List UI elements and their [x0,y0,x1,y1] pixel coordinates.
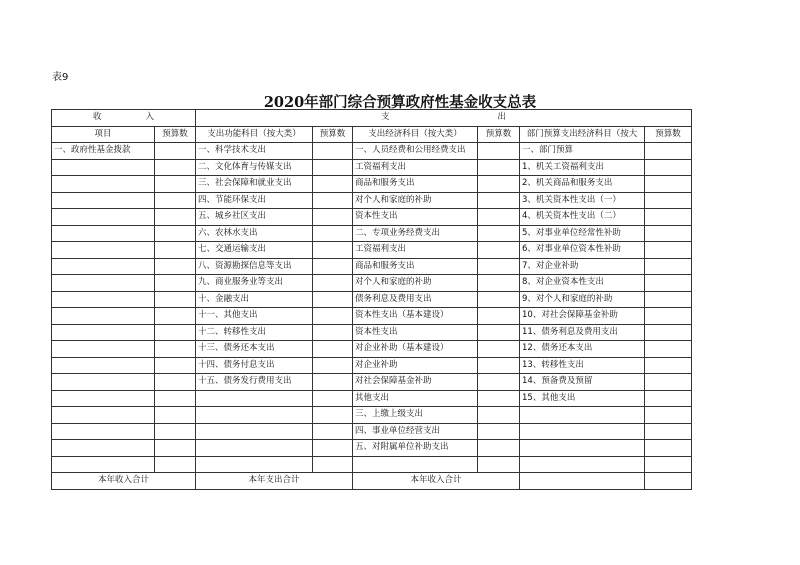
budget-cell-2 [313,143,353,160]
func-cell [196,440,313,457]
table-row [52,176,692,193]
item-cell: 一、政府性基金拨款 [52,143,155,160]
dept-cell: 6、对事业单位资本性补助 [520,242,645,259]
item-cell [52,341,155,358]
budget-cell-1 [155,440,196,457]
econ-cell: 资本性支出 [353,209,478,226]
budget-cell-1 [155,242,196,259]
budget-cell-2 [313,407,353,424]
budget-cell-4 [645,143,692,160]
func-cell: 十五、债务发行费用支出 [196,374,313,391]
col-header-budget-3: 预算数 [478,126,520,143]
item-cell [52,275,155,292]
budget-cell-3 [478,225,520,242]
econ-cell: 对个人和家庭的补助 [353,275,478,292]
dept-cell: 1、机关工资福利支出 [520,159,645,176]
dept-cell [520,440,645,457]
item-cell [52,374,155,391]
budget-cell-3 [478,357,520,374]
func-cell [196,423,313,440]
dept-cell: 2、机关商品和服务支出 [520,176,645,193]
budget-cell-2 [313,341,353,358]
budget-cell-1 [155,159,196,176]
table-row [52,456,692,473]
budget-cell-2 [313,456,353,473]
dept-cell: 11、债务利息及费用支出 [520,324,645,341]
econ-cell: 四、事业单位经营支出 [353,423,478,440]
table-row [52,407,692,424]
func-cell: 十三、债务还本支出 [196,341,313,358]
budget-cell-2 [313,374,353,391]
func-cell: 九、商业服务业等支出 [196,275,313,292]
econ-cell: 一、人员经费和公用经费支出 [353,143,478,160]
budget-cell-2 [313,275,353,292]
item-cell [52,456,155,473]
budget-cell-3 [478,159,520,176]
budget-cell-2 [313,440,353,457]
dept-cell [520,423,645,440]
econ-cell: 债务利息及费用支出 [353,291,478,308]
budget-cell-3 [478,407,520,424]
budget-cell-3 [478,341,520,358]
econ-cell: 资本性支出 [353,324,478,341]
income-total-label: 本年收入合计 [52,473,196,490]
budget-cell-1 [155,291,196,308]
budget-cell-2 [313,209,353,226]
budget-cell-3 [478,374,520,391]
func-cell: 七、交通运输支出 [196,242,313,259]
dept-cell: 7、对企业补助 [520,258,645,275]
func-cell: 六、农林水支出 [196,225,313,242]
dept-cell: 5、对事业单位经常性补助 [520,225,645,242]
econ-cell: 对社会保障基金补助 [353,374,478,391]
dept-cell: 12、债务还本支出 [520,341,645,358]
item-cell [52,407,155,424]
totals-row [52,473,692,490]
table-row [52,192,692,209]
total-budget-cell [645,473,692,490]
col-header-budget-4: 预算数 [645,126,692,143]
budget-summary-table [51,109,692,490]
econ-cell: 对企业补助 [353,357,478,374]
budget-cell-2 [313,291,353,308]
budget-cell-3 [478,423,520,440]
table-row [52,308,692,325]
item-cell [52,192,155,209]
budget-cell-1 [155,390,196,407]
table-row [52,291,692,308]
budget-cell-2 [313,159,353,176]
budget-cell-2 [313,242,353,259]
budget-cell-1 [155,324,196,341]
table-row [52,390,692,407]
dept-cell: 8、对企业资本性支出 [520,275,645,292]
item-cell [52,242,155,259]
budget-cell-2 [313,192,353,209]
budget-cell-4 [645,440,692,457]
budget-cell-4 [645,390,692,407]
budget-cell-4 [645,357,692,374]
col-header-econ: 支出经济科目（按大类） [353,126,478,143]
item-cell [52,291,155,308]
budget-cell-2 [313,225,353,242]
func-cell: 一、科学技术支出 [196,143,313,160]
budget-cell-1 [155,407,196,424]
budget-cell-1 [155,275,196,292]
budget-cell-3 [478,258,520,275]
table-row [52,341,692,358]
func-cell [196,407,313,424]
func-cell: 十二、转移性支出 [196,324,313,341]
total-dept-cell [520,473,645,490]
budget-cell-2 [313,324,353,341]
econ-cell: 二、专项业务经费支出 [353,225,478,242]
budget-cell-4 [645,176,692,193]
budget-cell-1 [155,225,196,242]
dept-cell: 10、对社会保障基金补助 [520,308,645,325]
page-title: 2020年部门综合预算政府性基金收支总表 [263,94,537,111]
col-header-budget-2: 预算数 [313,126,353,143]
item-cell [52,225,155,242]
budget-cell-2 [313,423,353,440]
item-cell [52,357,155,374]
expense-total-label: 本年支出合计 [196,473,353,490]
budget-cell-3 [478,176,520,193]
item-cell [52,209,155,226]
dept-cell: 4、机关资本性支出（二） [520,209,645,226]
item-cell [52,176,155,193]
budget-cell-2 [313,308,353,325]
item-cell [52,423,155,440]
func-cell: 十一、其他支出 [196,308,313,325]
table-row [52,159,692,176]
budget-cell-3 [478,308,520,325]
func-cell: 三、社会保障和就业支出 [196,176,313,193]
func-cell [196,456,313,473]
budget-cell-3 [478,324,520,341]
budget-cell-2 [313,176,353,193]
budget-cell-1 [155,143,196,160]
table-row [52,423,692,440]
budget-cell-4 [645,423,692,440]
budget-cell-4 [645,275,692,292]
table-row [52,242,692,259]
budget-cell-3 [478,143,520,160]
budget-cell-4 [645,324,692,341]
budget-cell-4 [645,456,692,473]
budget-cell-1 [155,258,196,275]
dept-cell: 3、机关资本性支出（一） [520,192,645,209]
func-cell: 十四、债务付息支出 [196,357,313,374]
budget-cell-4 [645,242,692,259]
econ-cell: 工资福利支出 [353,242,478,259]
table-row [52,209,692,226]
budget-cell-4 [645,209,692,226]
econ-cell: 其他支出 [353,390,478,407]
table-row [52,324,692,341]
func-cell: 十、金融支出 [196,291,313,308]
budget-cell-3 [478,209,520,226]
budget-cell-4 [645,225,692,242]
table-row [52,357,692,374]
dept-cell: 一、部门预算 [520,143,645,160]
func-cell: 四、节能环保支出 [196,192,313,209]
budget-cell-4 [645,374,692,391]
func-cell: 五、城乡社区支出 [196,209,313,226]
budget-cell-1 [155,423,196,440]
item-cell [52,440,155,457]
budget-cell-4 [645,308,692,325]
budget-cell-4 [645,258,692,275]
budget-cell-4 [645,407,692,424]
table-row [52,275,692,292]
table-row [52,225,692,242]
econ-cell: 工资福利支出 [353,159,478,176]
econ-cell: 对个人和家庭的补助 [353,192,478,209]
dept-cell [520,407,645,424]
econ-cell: 五、对附属单位补助支出 [353,440,478,457]
budget-cell-3 [478,275,520,292]
expense-group-header: 支 出 [196,110,692,127]
budget-cell-3 [478,390,520,407]
econ-cell: 资本性支出（基本建设） [353,308,478,325]
budget-cell-1 [155,374,196,391]
column-header-row [52,126,692,143]
func-cell: 二、文化体育与传媒支出 [196,159,313,176]
col-header-budget-1: 预算数 [155,126,196,143]
item-cell [52,324,155,341]
budget-cell-1 [155,192,196,209]
econ-cell: 商品和服务支出 [353,176,478,193]
budget-cell-1 [155,341,196,358]
budget-cell-2 [313,357,353,374]
budget-cell-1 [155,308,196,325]
dept-cell: 9、对个人和家庭的补助 [520,291,645,308]
dept-cell: 13、转移性支出 [520,357,645,374]
item-cell [52,258,155,275]
budget-cell-3 [478,242,520,259]
budget-cell-3 [478,291,520,308]
budget-cell-1 [155,176,196,193]
table-number-label: 表9 [52,72,69,83]
econ-cell: 商品和服务支出 [353,258,478,275]
budget-cell-1 [155,357,196,374]
item-cell [52,390,155,407]
income-group-header: 收 入 [52,110,196,127]
budget-cell-4 [645,192,692,209]
func-cell: 八、资源勘探信息等支出 [196,258,313,275]
item-cell [52,308,155,325]
table-row [52,258,692,275]
budget-cell-1 [155,456,196,473]
table-row [52,440,692,457]
budget-cell-2 [313,258,353,275]
dept-cell: 14、预备费及预留 [520,374,645,391]
item-cell [52,159,155,176]
income-total-label-2: 本年收入合计 [353,473,520,490]
budget-cell-2 [313,390,353,407]
func-cell [196,390,313,407]
col-header-item: 项目 [52,126,155,143]
col-header-dept: 部门预算支出经济科目（按大 [520,126,645,143]
econ-cell: 三、上缴上级支出 [353,407,478,424]
budget-cell-1 [155,209,196,226]
budget-cell-3 [478,192,520,209]
table-row [52,374,692,391]
col-header-func: 支出功能科目（按大类） [196,126,313,143]
budget-cell-3 [478,456,520,473]
table-row [52,143,692,160]
dept-cell [520,456,645,473]
group-header-row [52,110,692,127]
budget-cell-4 [645,341,692,358]
budget-cell-4 [645,291,692,308]
econ-cell [353,456,478,473]
budget-cell-4 [645,159,692,176]
budget-cell-3 [478,440,520,457]
econ-cell: 对企业补助（基本建设） [353,341,478,358]
dept-cell: 15、其他支出 [520,390,645,407]
